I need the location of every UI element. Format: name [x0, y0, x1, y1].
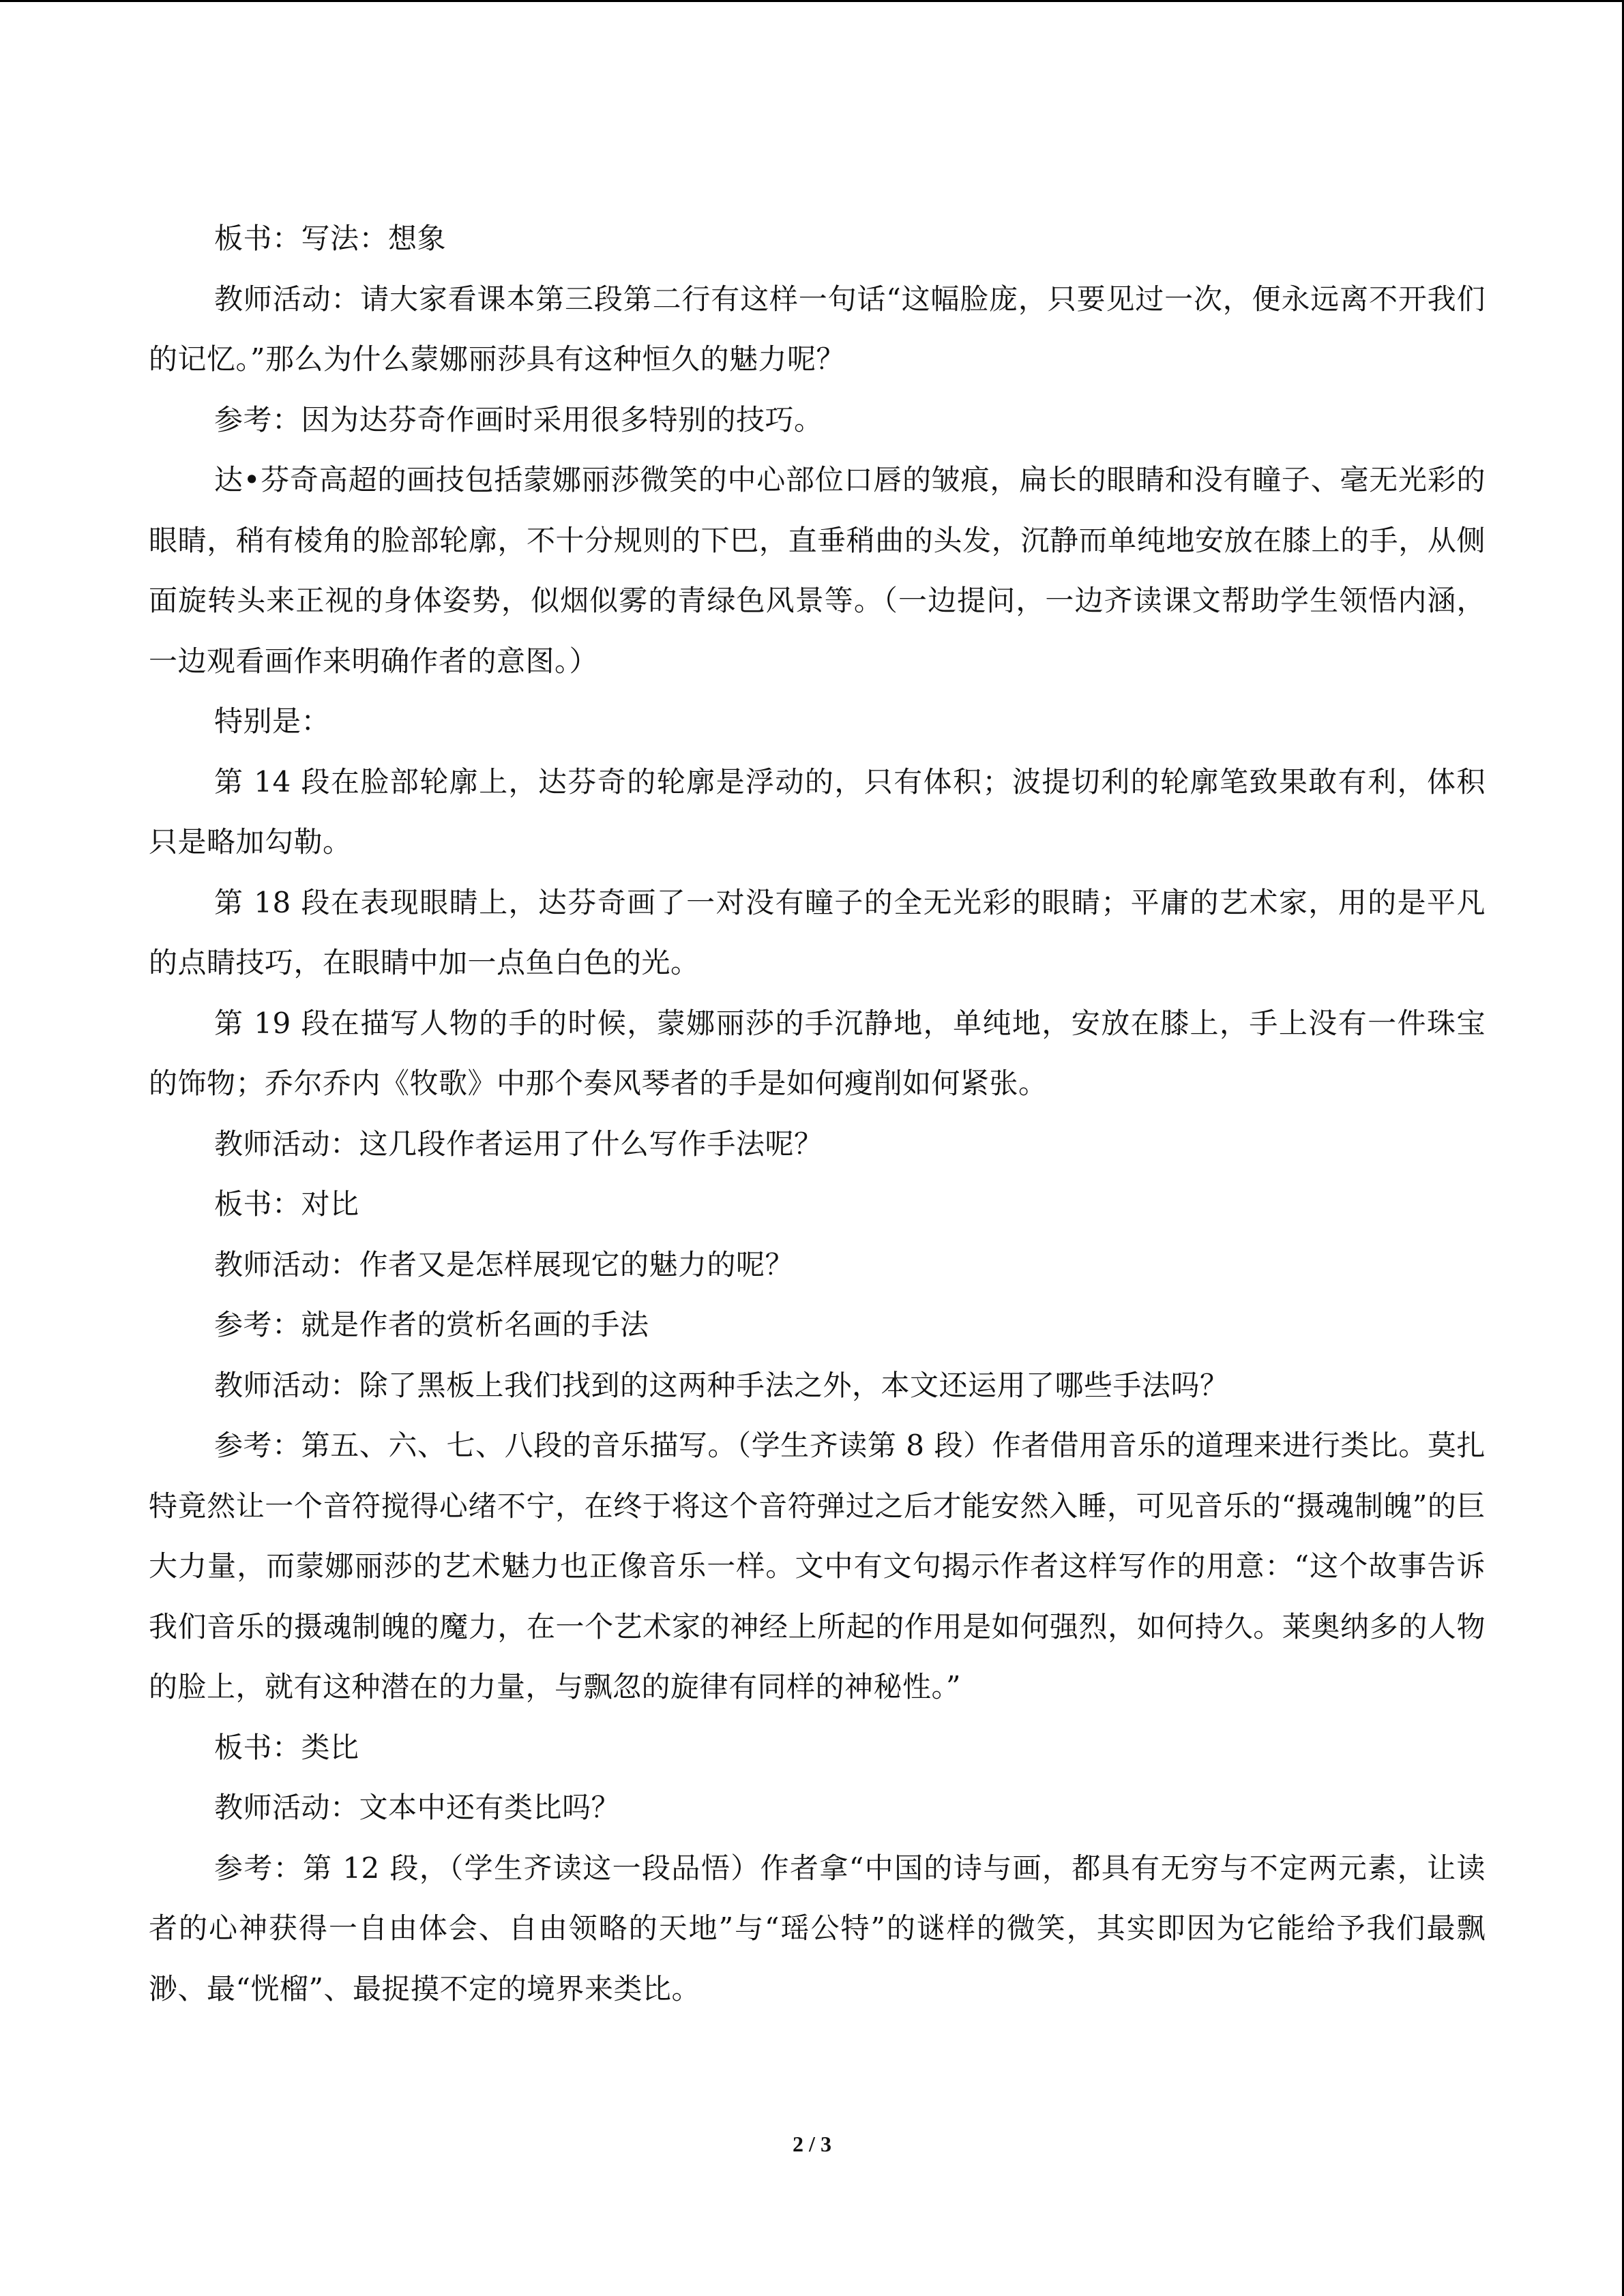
- paragraph-reference-appreciation: 参考：就是作者的赏析名画的手法: [214, 1308, 649, 1341]
- paragraph-section-18: 第 18 段在表现眼睛上，达芬奇画了一对没有瞳子的全无光彩的眼睛；平庸的艺术家，用的是平凡的点睛技巧，在眼睛中加一点鱼白色的光。: [149, 885, 1486, 979]
- paragraph-reference-techniques: 参考：因为达芬奇作画时采用很多特别的技巧。: [214, 402, 823, 436]
- paragraph-davinci-skills: 达•芬奇高超的画技包括蒙娜丽莎微笑的中心部位口唇的皱痕，扁长的眼睛和没有瞳子、毫无光彩的眼睛，稍有棱角的脸部轮廓，不十分规则的下巴，直垂稍曲的头发，沉静而单纯地安放在膝上的手，从侧面旋转头来正视的身体姿势，似烟似雾的青绿色风景等。（一边提问，一边齐读课文帮助学生领悟内涵，一边观看画作来明确作者的意图。）: [149, 463, 1486, 678]
- page-number: 2 / 3: [793, 2132, 831, 2156]
- document-body: [149, 209, 1486, 2019]
- paragraph-teacher-question-presentation: 教师活动：作者又是怎样展现它的魅力的呢？: [214, 1247, 795, 1281]
- paragraph-teacher-question-charm: 教师活动：请大家看课本第三段第二行有这样一句话“这幅脸庞，只要见过一次，便永远离不开我们的记忆。”那么为什么蒙娜丽莎具有这种恒久的魅力呢？: [149, 282, 1486, 376]
- paragraph-reference-section-12: 参考：第 12 段，（学生齐读这一段品悟）作者拿“中国的诗与画，都具有无穷与不定两元素，让读者的心神获得一自由体会、自由领略的天地”与“瑶公特”的谜样的微笑，其实即因为它能给予我们最飘渺、最“恍榴”、最捉摸不定的境界来类比。: [149, 1851, 1486, 2006]
- paragraph-especially: 特别是：: [214, 704, 331, 738]
- paragraph-board-writing-contrast: 板书：对比: [214, 1187, 359, 1221]
- paragraph-board-writing-imagination: 板书：写法：想象: [214, 222, 447, 255]
- paragraph-section-14: 第 14 段在脸部轮廓上，达芬奇的轮廓是浮动的，只有体积；波提切利的轮廓笔致果敢有利，体积只是略加勾勒。: [149, 764, 1486, 859]
- paragraph-teacher-question-analogy: 教师活动：文本中还有类比吗？: [214, 1791, 621, 1824]
- paragraph-section-19: 第 19 段在描写人物的手的时候，蒙娜丽莎的手沉静地，单纯地，安放在膝上，手上没有一件珠宝的饰物；乔尔乔内《牧歌》中那个奏风琴者的手是如何瘦削如何紧张。: [149, 1006, 1486, 1100]
- paragraph-teacher-question-technique: 教师活动：这几段作者运用了什么写作手法呢？: [214, 1127, 823, 1161]
- paragraph-teacher-question-other: 教师活动：除了黑板上我们找到的这两种手法之外，本文还运用了哪些手法吗？: [214, 1368, 1229, 1402]
- paragraph-reference-music: 参考：第五、六、七、八段的音乐描写。（学生齐读第 8 段）作者借用音乐的道理来进行类比。莫扎特竟然让一个音符搅得心绪不宁，在终于将这个音符弹过之后才能安然入睡，可见音乐的“摄魂制魄”的巨大力量，而蒙娜丽莎的艺术魅力也正像音乐一样。文中有文句揭示作者这样写作的用意：“这个故事告诉我们音乐的摄魂制魄的魔力，在一个艺术家的神经上所起的作用是如何强烈，如何持久。莱奥纳多的人物的脸上，就有这种潜在的力量，与飘忽的旋律有同样的神秘性。”: [149, 1429, 1486, 1703]
- paragraph-board-writing-analogy: 板书：类比: [214, 1730, 359, 1764]
